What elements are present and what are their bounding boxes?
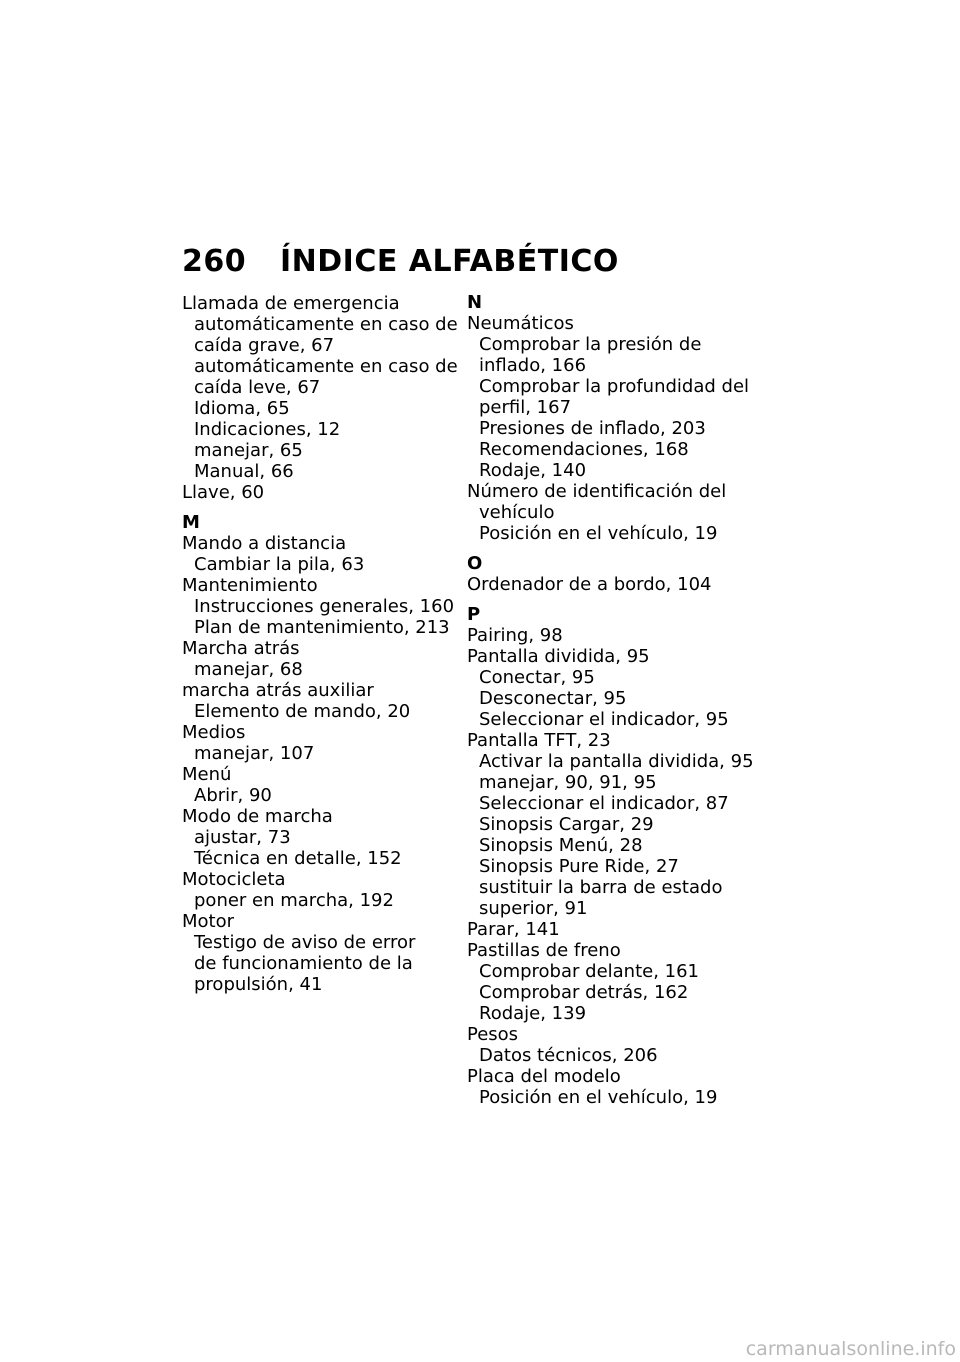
index-entry: Parar, 141	[467, 919, 560, 940]
index-entry: Motocicleta	[182, 869, 286, 890]
index-entry: Placa del modelo	[467, 1066, 621, 1087]
index-subentry: Comprobar detrás, 162	[479, 982, 689, 1003]
index-entry: Marcha atrás	[182, 638, 300, 659]
index-entry: Motor	[182, 911, 235, 932]
index-subentry: Testigo de aviso de error	[194, 932, 416, 953]
index-subentry: Sinopsis Menú, 28	[479, 835, 643, 856]
index-subentry: Seleccionar el indicador, 95	[479, 709, 729, 730]
index-entry: Número de identificación del	[467, 481, 727, 502]
index-entry: Ordenador de a bordo, 104	[467, 574, 712, 595]
index-subentry: Comprobar delante, 161	[479, 961, 700, 982]
index-letter-heading: P	[467, 604, 481, 625]
index-letter-heading: N	[467, 292, 483, 313]
index-subentry: Desconectar, 95	[479, 688, 627, 709]
index-subentry: Cambiar la pila, 63	[194, 554, 365, 575]
index-subentry: de funcionamiento de la	[194, 953, 413, 974]
index-subentry: automáticamente en caso de	[194, 314, 458, 335]
index-subentry: Sinopsis Pure Ride, 27	[479, 856, 679, 877]
index-letter-heading: M	[182, 512, 200, 533]
index-subentry: Conectar, 95	[479, 667, 595, 688]
index-subentry: inflado, 166	[479, 355, 587, 376]
index-column-left	[182, 293, 458, 995]
index-subentry: manejar, 90, 91, 95	[479, 772, 657, 793]
index-entry: Pantalla dividida, 95	[467, 646, 650, 667]
index-entry: Menú	[182, 764, 232, 785]
index-subentry: Indicaciones, 12	[194, 419, 341, 440]
index-subentry: caída grave, 67	[194, 335, 335, 356]
index-subentry: Posición en el vehículo, 19	[479, 523, 718, 544]
watermark: carmanualsonline.info	[745, 1338, 956, 1360]
index-entry: Pantalla TFT, 23	[467, 730, 611, 751]
index-subentry: Recomendaciones, 168	[479, 439, 689, 460]
index-subentry: automáticamente en caso de	[194, 356, 458, 377]
index-entry: Neumáticos	[467, 313, 574, 334]
index-subentry: Manual, 66	[194, 461, 294, 482]
index-subentry: Posición en el vehículo, 19	[479, 1087, 718, 1108]
index-entry: Mantenimiento	[182, 575, 318, 596]
index-subentry: caída leve, 67	[194, 377, 321, 398]
index-subentry: Plan de mantenimiento, 213	[194, 617, 450, 638]
page-title: ÍNDICE ALFABÉTICO	[280, 244, 619, 279]
index-subentry: Activar la pantalla dividida, 95	[479, 751, 754, 772]
index-subentry: Rodaje, 139	[479, 1003, 587, 1024]
index-subentry: Abrir, 90	[194, 785, 272, 806]
index-entry: Pesos	[467, 1024, 519, 1045]
index-entry: Pastillas de freno	[467, 940, 621, 961]
index-entry: Llave, 60	[182, 482, 265, 503]
index-subentry: poner en marcha, 192	[194, 890, 394, 911]
page-header	[182, 244, 619, 279]
index-subentry: Comprobar la profundidad del	[479, 376, 750, 397]
index-entry: Llamada de emergencia	[182, 293, 400, 314]
index-subentry: superior, 91	[479, 898, 588, 919]
index-subentry: manejar, 68	[194, 659, 303, 680]
index-subentry: Instrucciones generales, 160	[194, 596, 455, 617]
index-entry: Medios	[182, 722, 246, 743]
index-subentry: perfil, 167	[479, 397, 572, 418]
index-subentry: manejar, 107	[194, 743, 315, 764]
index-subentry: Técnica en detalle, 152	[194, 848, 402, 869]
index-subentry: sustituir la barra de estado	[479, 877, 723, 898]
index-subentry: vehículo	[479, 502, 555, 523]
index-letter-heading: O	[467, 553, 483, 574]
index-subentry: Rodaje, 140	[479, 460, 587, 481]
index-subentry: Idioma, 65	[194, 398, 290, 419]
index-subentry: Comprobar la presión de	[479, 334, 702, 355]
index-subentry: Sinopsis Cargar, 29	[479, 814, 654, 835]
page-number: 260	[182, 244, 247, 279]
index-subentry: Elemento de mando, 20	[194, 701, 411, 722]
index-subentry: Seleccionar el indicador, 87	[479, 793, 729, 814]
index-subentry: ajustar, 73	[194, 827, 291, 848]
index-entry: Modo de marcha	[182, 806, 333, 827]
index-entry: marcha atrás auxiliar	[182, 680, 374, 701]
index-column-right	[467, 293, 757, 1108]
index-subentry: propulsión, 41	[194, 974, 323, 995]
index-subentry: manejar, 65	[194, 440, 303, 461]
index-entry: Mando a distancia	[182, 533, 347, 554]
index-entry: Pairing, 98	[467, 625, 563, 646]
index-subentry: Presiones de inflado, 203	[479, 418, 706, 439]
index-subentry: Datos técnicos, 206	[479, 1045, 658, 1066]
